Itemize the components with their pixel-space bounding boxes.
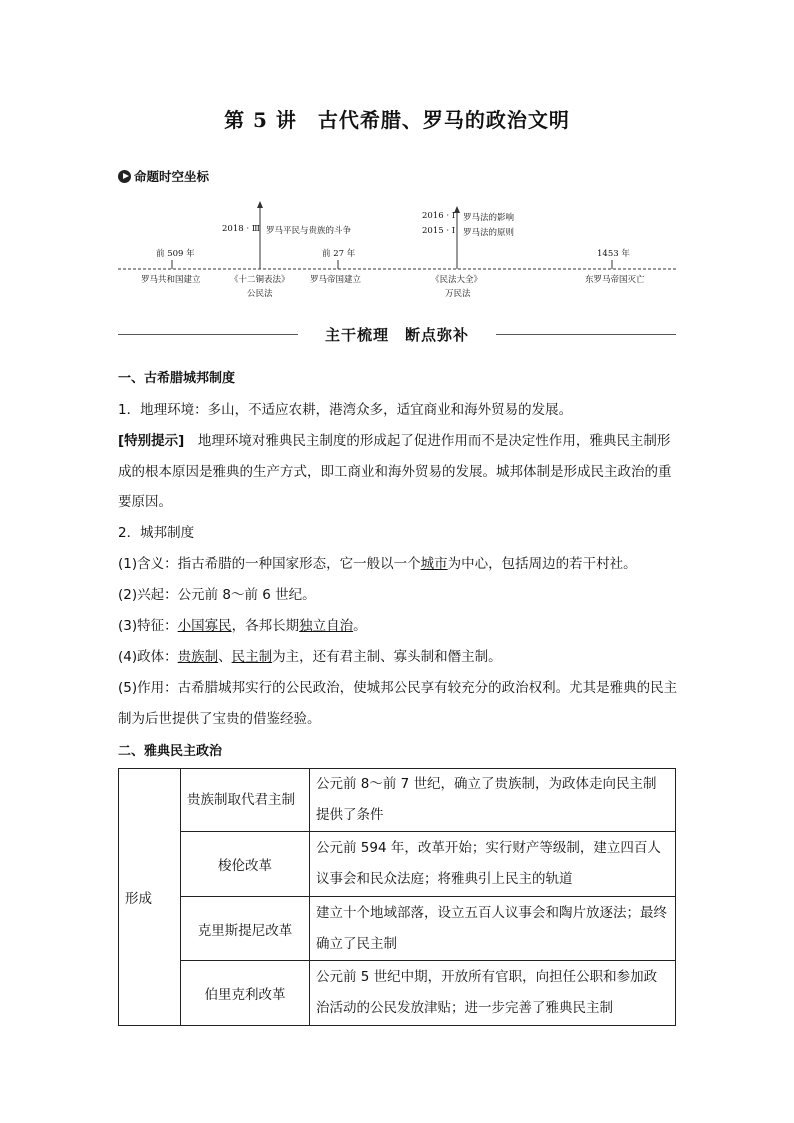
label-byzantine-fall: 东罗马帝国灭亡 <box>585 275 645 285</box>
label-corpus-juris: 《民法大全》 <box>431 275 483 285</box>
feature-line <box>118 611 678 642</box>
page-title: 第 5 讲 古代希腊、罗马的政治文明 <box>224 108 570 132</box>
label-civil-law: 公民法 <box>247 289 273 299</box>
exam-tag-2018: 2018 · Ⅲ <box>222 224 260 234</box>
polity-keyword-aristocracy: 贵族制 <box>177 649 219 665</box>
year-27bc: 前 27 年 <box>322 249 356 259</box>
event-roman-law-influence: 罗马法的影响 <box>463 213 515 223</box>
feature-keyword-small-state: 小国寡民 <box>177 618 232 634</box>
polity-text-c: 为主，还有君主制、寡头制和僭主制。 <box>272 649 502 665</box>
description-cell: 公元前 8～前 7 世纪，确立了贵族制，为政体走向民主制提供了条件 <box>310 769 676 832</box>
definition-line <box>118 549 678 580</box>
label-twelve-tables: 《十二铜表法》 <box>230 275 290 285</box>
label-empire: 罗马帝国建立 <box>310 275 362 285</box>
section2-heading: 二、雅典民主政治 <box>118 744 223 759</box>
table-row <box>119 769 676 832</box>
polity-keyword-democracy: 民主制 <box>231 649 273 665</box>
definition-text-a: (1)含义：指古希腊的一种国家形态，它一般以一个 <box>118 556 421 572</box>
description-cell: 公元前 5 世纪中期，开放所有官职，向担任公职和参加政治活动的公民发放津贴；进一步完善了雅典民主制 <box>310 961 676 1026</box>
definition-keyword-city: 城市 <box>420 556 448 572</box>
stage-cell: 贵族制取代君主制 <box>181 769 310 832</box>
athens-democracy-table <box>118 768 676 1026</box>
polity-text-a: (4)政体： <box>118 649 178 665</box>
feature-text-b: ，各邦长期 <box>231 618 300 634</box>
divider-line-right <box>496 334 676 335</box>
stage-cell: 伯里克利改革 <box>181 961 310 1026</box>
tip-text: 地理环境对雅典民主制度的形成起了促进作用而不是决定性作用，雅典民主制形成的根本原因是雅典的生产方式，即工商业和海外贸易的发展。城邦体制是形成民主政治的重要原因。 <box>118 433 672 510</box>
section1-heading: 一、古希腊城邦制度 <box>118 371 236 386</box>
feature-text-c: 。 <box>353 618 367 634</box>
group-label-formation: 形成 <box>119 769 181 1026</box>
label-republic: 罗马共和国建立 <box>141 275 201 285</box>
section-badge-label: 命题时空坐标 <box>134 169 210 184</box>
event-plebeian-struggle: 罗马平民与贵族的斗争 <box>266 226 352 236</box>
exam-tag-2015: 2015 · Ⅰ <box>422 226 456 236</box>
year-1453: 1453 年 <box>597 249 630 259</box>
section-divider <box>118 323 676 345</box>
function-line: (5)作用：古希腊城邦实行的公民政治，使城邦公民享有较充分的政治权利。尤其是雅典的民主制为后世提供了宝贵的借鉴经验。 <box>118 680 678 727</box>
special-tip <box>118 426 678 518</box>
stage-cell: 克里斯提尼改革 <box>181 897 310 961</box>
rise-line: (2)兴起：公元前 8～前 6 世纪。 <box>118 587 316 603</box>
exam-tag-2016: 2016 · Ⅰ <box>422 211 456 221</box>
table-row <box>119 961 676 1026</box>
polity-text-b: 、 <box>218 649 232 665</box>
description-cell: 建立十个地域部落，设立五百人议事会和陶片放逐法；最终确立了民主制 <box>310 897 676 961</box>
feature-keyword-autonomy: 独立自治 <box>299 618 354 634</box>
polity-line <box>118 642 678 673</box>
feature-text-a: (3)特征： <box>118 618 178 634</box>
event-roman-law-principle: 罗马法的原则 <box>463 228 515 238</box>
stage-cell: 梭伦改革 <box>181 832 310 897</box>
table-row <box>119 897 676 961</box>
city-state-system-item: 2．城邦制度 <box>118 525 195 541</box>
description-cell: 公元前 594 年，改革开始；实行财产等级制，建立四百人议事会和民众法庭；将雅典引上民主的轨道 <box>310 832 676 897</box>
label-law-of-nations: 万民法 <box>445 289 471 299</box>
geography-item: 1．地理环境：多山，不适应农耕，港湾众多，适宜商业和海外贸易的发展。 <box>118 402 573 418</box>
year-509bc: 前 509 年 <box>156 249 195 259</box>
definition-text-b: 为中心，包括周边的若干村社。 <box>447 556 637 572</box>
table-row <box>119 832 676 897</box>
timeline-axis <box>0 0 794 300</box>
tip-label: [特别提示] <box>118 433 185 449</box>
divider-title: 主干梳理 断点弥补 <box>324 326 469 344</box>
